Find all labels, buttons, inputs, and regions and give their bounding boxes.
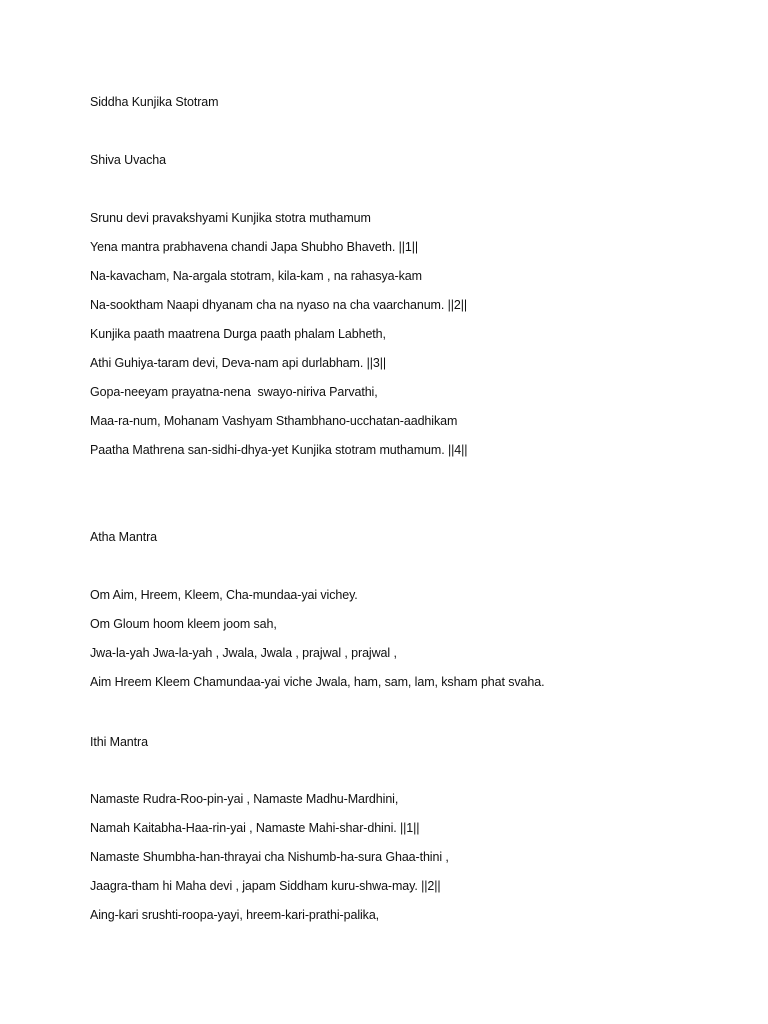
verse-line: Na-kavacham, Na-argala stotram, kila-kam , na rahasya-kam [90,269,422,283]
document-title: Siddha Kunjika Stotram [90,95,219,109]
verse-line: Namaste Shumbha-han-thrayai cha Nishumb-ha-sura Ghaa-thini , [90,850,449,864]
section-heading-ithi-mantra: Ithi Mantra [90,735,148,749]
verse-line: Gopa-neeyam prayatna-nena swayo-niriva Parvathi, [90,385,378,399]
verse-line: Namah Kaitabha-Haa-rin-yai , Namaste Mahi-shar-dhini. ||1|| [90,821,420,835]
mantra-line: Om Aim, Hreem, Kleem, Cha-mundaa-yai vichey. [90,588,358,602]
verse-line: Maa-ra-num, Mohanam Vashyam Sthambhano-ucchatan-aadhikam [90,414,458,428]
mantra-line: Om Gloum hoom kleem joom sah, [90,617,277,631]
section-heading-shiva-uvacha: Shiva Uvacha [90,153,166,167]
verse-line: Yena mantra prabhavena chandi Japa Shubho Bhaveth. ||1|| [90,240,419,254]
verse-line: Namaste Rudra-Roo-pin-yai , Namaste Madhu-Mardhini, [90,792,399,806]
verse-line: Paatha Mathrena san-sidhi-dhya-yet Kunjika stotram muthamum. ||4|| [90,443,468,457]
verse-line: Kunjika paath maatrena Durga paath phalam Labheth, [90,327,386,341]
verse-line: Na-sooktham Naapi dhyanam cha na nyaso na cha vaarchanum. ||2|| [90,298,468,312]
verse-line: Jaagra-tham hi Maha devi , japam Siddham kuru-shwa-may. ||2|| [90,879,441,893]
verse-line: Aing-kari srushti-roopa-yayi, hreem-kari-prathi-palika, [90,908,380,922]
verse-line: Srunu devi pravakshyami Kunjika stotra muthamum [90,211,371,225]
verse-line: Athi Guhiya-taram devi, Deva-nam api durlabham. ||3|| [90,356,387,370]
mantra-line: Aim Hreem Kleem Chamundaa-yai viche Jwala, ham, sam, lam, ksham phat svaha. [90,675,545,689]
section-heading-atha-mantra: Atha Mantra [90,530,157,544]
mantra-line: Jwa-la-yah Jwa-la-yah , Jwala, Jwala , prajwal , prajwal , [90,646,397,660]
